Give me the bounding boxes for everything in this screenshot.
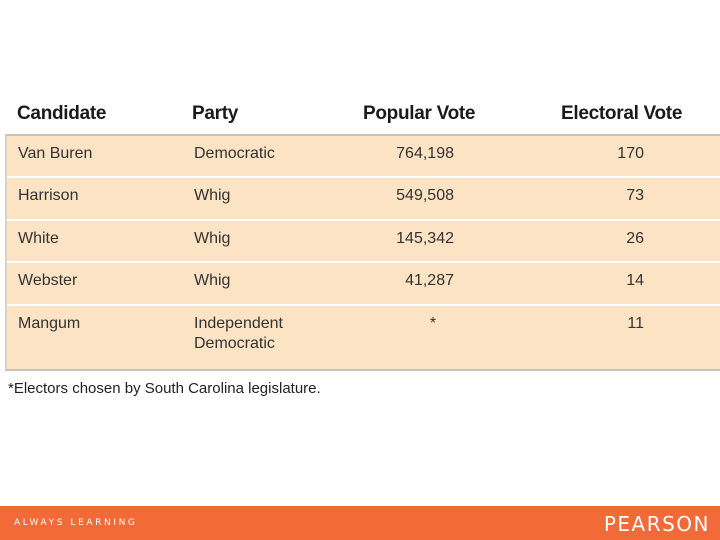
cell-popular-vote: 145,342	[396, 230, 454, 247]
header-party: Party	[192, 103, 239, 124]
header-candidate: Candidate	[17, 103, 107, 124]
header-electoral-vote: Electoral Vote	[561, 103, 683, 124]
table-row	[7, 178, 720, 221]
cell-popular-vote: 764,198	[396, 145, 454, 162]
cell-party: Whig	[194, 187, 231, 204]
footer-bar	[0, 506, 720, 540]
cell-party: Democratic	[194, 145, 275, 162]
cell-popular-vote: 41,287	[405, 272, 454, 289]
table-row	[7, 263, 720, 306]
pearson-logo: PEARSON	[603, 512, 710, 536]
cell-party: Whig	[194, 230, 231, 247]
cell-candidate: Mangum	[18, 315, 81, 332]
header-popular-vote: Popular Vote	[363, 103, 476, 124]
cell-electoral-vote: 11	[627, 315, 644, 332]
cell-electoral-vote: 26	[626, 230, 644, 247]
table-body	[5, 134, 720, 371]
cell-party: Whig	[194, 272, 231, 289]
cell-party-line1: Independent	[194, 315, 283, 332]
cell-candidate: Webster	[18, 272, 78, 289]
cell-electoral-vote: 170	[617, 145, 644, 162]
table-footnote: *Electors chosen by South Carolina legislature.	[8, 380, 321, 397]
cell-popular-vote: *	[429, 315, 437, 332]
cell-popular-vote: 549,508	[396, 187, 454, 204]
table-row	[7, 221, 720, 263]
table-row	[7, 136, 720, 178]
cell-candidate: Van Buren	[18, 145, 93, 162]
cell-candidate: White	[18, 230, 59, 247]
table-header-row	[0, 98, 720, 134]
cell-electoral-vote: 73	[626, 187, 644, 204]
cell-electoral-vote: 14	[626, 272, 644, 289]
cell-party	[194, 314, 304, 354]
cell-party-line2: Democratic	[194, 335, 275, 352]
results-table	[0, 98, 720, 352]
footer-tagline: ALWAYS LEARNING	[14, 518, 138, 528]
table-row	[7, 306, 720, 369]
cell-candidate: Harrison	[18, 187, 79, 204]
